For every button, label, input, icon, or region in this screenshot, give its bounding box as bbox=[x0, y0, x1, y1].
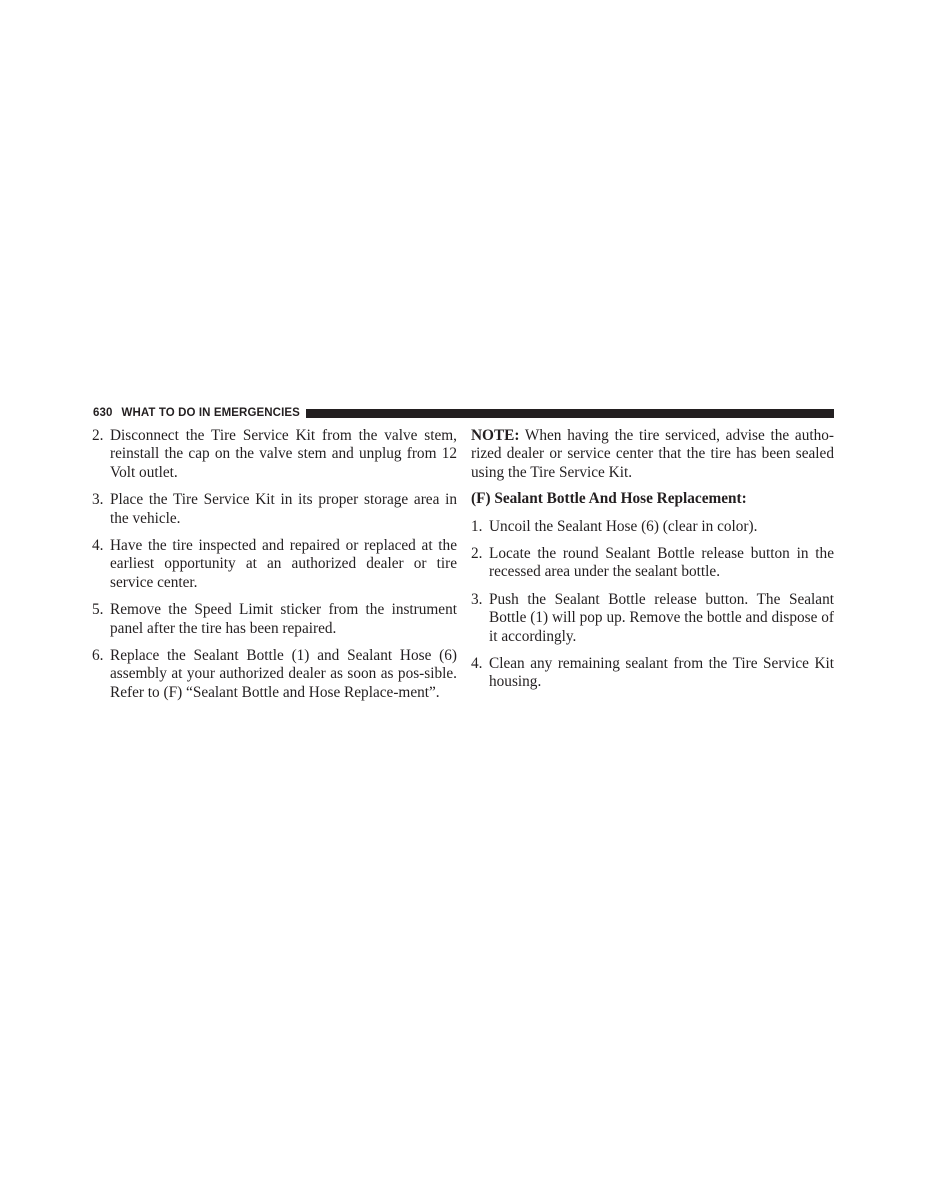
note-text: When having the tire serviced, advise the autho-rized dealer or service center that the tire has been sealed using the Tire Service Kit. bbox=[471, 427, 834, 481]
step-item bbox=[471, 655, 834, 692]
step-number: 3. bbox=[471, 590, 483, 608]
page-number: 630 bbox=[93, 407, 113, 419]
step-item bbox=[471, 591, 834, 646]
step-text: Push the Sealant Bottle release button. The Sealant Bottle (1) will pop up. Remove the bottle and dispose of it accordingly. bbox=[489, 590, 834, 645]
step-item bbox=[471, 518, 834, 536]
step-text: Remove the Speed Limit sticker from the instrument panel after the tire has been repaired. bbox=[110, 601, 457, 637]
step-item bbox=[92, 647, 457, 702]
section-title: WHAT TO DO IN EMERGENCIES bbox=[121, 407, 300, 419]
note-label: NOTE: bbox=[471, 427, 520, 444]
step-item bbox=[471, 545, 834, 582]
note-paragraph bbox=[471, 427, 834, 482]
left-column bbox=[92, 427, 457, 711]
step-item bbox=[92, 427, 457, 482]
step-number: 2. bbox=[92, 427, 104, 444]
step-number: 5. bbox=[92, 601, 104, 619]
step-number: 1. bbox=[471, 517, 483, 535]
step-item bbox=[92, 601, 457, 638]
step-item bbox=[92, 537, 457, 592]
step-number: 3. bbox=[92, 491, 104, 509]
step-text: Clean any remaining sealant from the Tire Service Kit housing. bbox=[489, 655, 834, 691]
right-column bbox=[471, 427, 834, 701]
step-number: 4. bbox=[471, 655, 483, 673]
step-number: 6. bbox=[92, 647, 104, 665]
step-text: Disconnect the Tire Service Kit from the valve stem, reinstall the cap on the valve stem and unplug from 12 Volt outlet. bbox=[110, 427, 457, 481]
step-number: 2. bbox=[471, 545, 483, 563]
step-text: Locate the round Sealant Bottle release button in the recessed area under the sealant bottle. bbox=[489, 545, 834, 581]
step-text: Replace the Sealant Bottle (1) and Sealant Hose (6) assembly at your authorized dealer as soon as pos-sible. Refer to (F) “Sealant Bottle and Hose Replace-ment”. bbox=[110, 647, 457, 701]
page-header bbox=[93, 406, 834, 420]
step-text: Place the Tire Service Kit in its proper storage area in the vehicle. bbox=[110, 491, 457, 527]
step-item bbox=[92, 491, 457, 528]
header-rule bbox=[306, 409, 834, 418]
step-text: Uncoil the Sealant Hose (6) (clear in color). bbox=[489, 517, 758, 535]
step-text: Have the tire inspected and repaired or replaced at the earliest opportunity at an authorized dealer or tire service center. bbox=[110, 537, 457, 591]
step-number: 4. bbox=[92, 537, 104, 555]
section-subheading: (F) Sealant Bottle And Hose Replacement: bbox=[471, 490, 747, 508]
